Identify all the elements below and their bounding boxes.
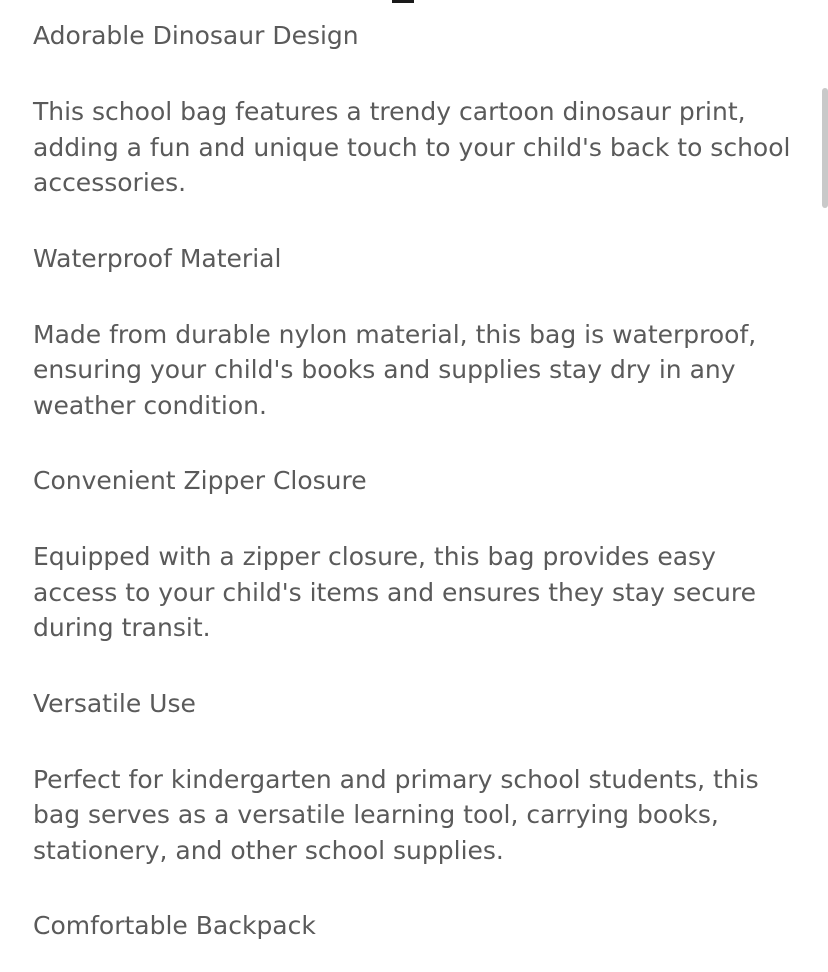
body-line: access to your child's items and ensures they stay secure xyxy=(33,577,756,607)
section-body xyxy=(33,317,793,424)
section-title: Versatile Use xyxy=(33,688,196,718)
body-line: Perfect for kindergarten and primary school students, this xyxy=(33,764,759,794)
body-line: during transit. xyxy=(33,613,211,642)
section-title: Convenient Zipper Closure xyxy=(33,466,367,495)
body-line: adding a fun and unique touch to your child's back to school xyxy=(33,132,791,162)
body-line: Equipped with a zipper closure, this bag provides easy xyxy=(33,542,716,571)
section-body xyxy=(33,94,793,201)
body-line: stationery, and other school supplies. xyxy=(33,835,504,865)
section-title: Adorable Dinosaur Design xyxy=(33,21,359,50)
section-body xyxy=(33,762,793,869)
body-line: accessories. xyxy=(33,168,187,197)
body-line: ensuring your child's books and supplies stay dry in any xyxy=(33,355,736,384)
body-line: bag serves as a versatile learning tool, carrying books, xyxy=(33,800,719,829)
section-body xyxy=(33,539,793,646)
product-description xyxy=(33,18,793,944)
scrollbar[interactable] xyxy=(822,88,828,208)
body-line: Made from durable nylon material, this bag is waterproof, xyxy=(33,319,757,349)
section-title: Comfortable Backpack xyxy=(33,911,316,940)
body-line: weather condition. xyxy=(33,390,267,420)
top-handle xyxy=(392,0,414,3)
body-line: This school bag features a trendy cartoon dinosaur print, xyxy=(33,97,746,126)
section-title: Waterproof Material xyxy=(33,243,282,273)
